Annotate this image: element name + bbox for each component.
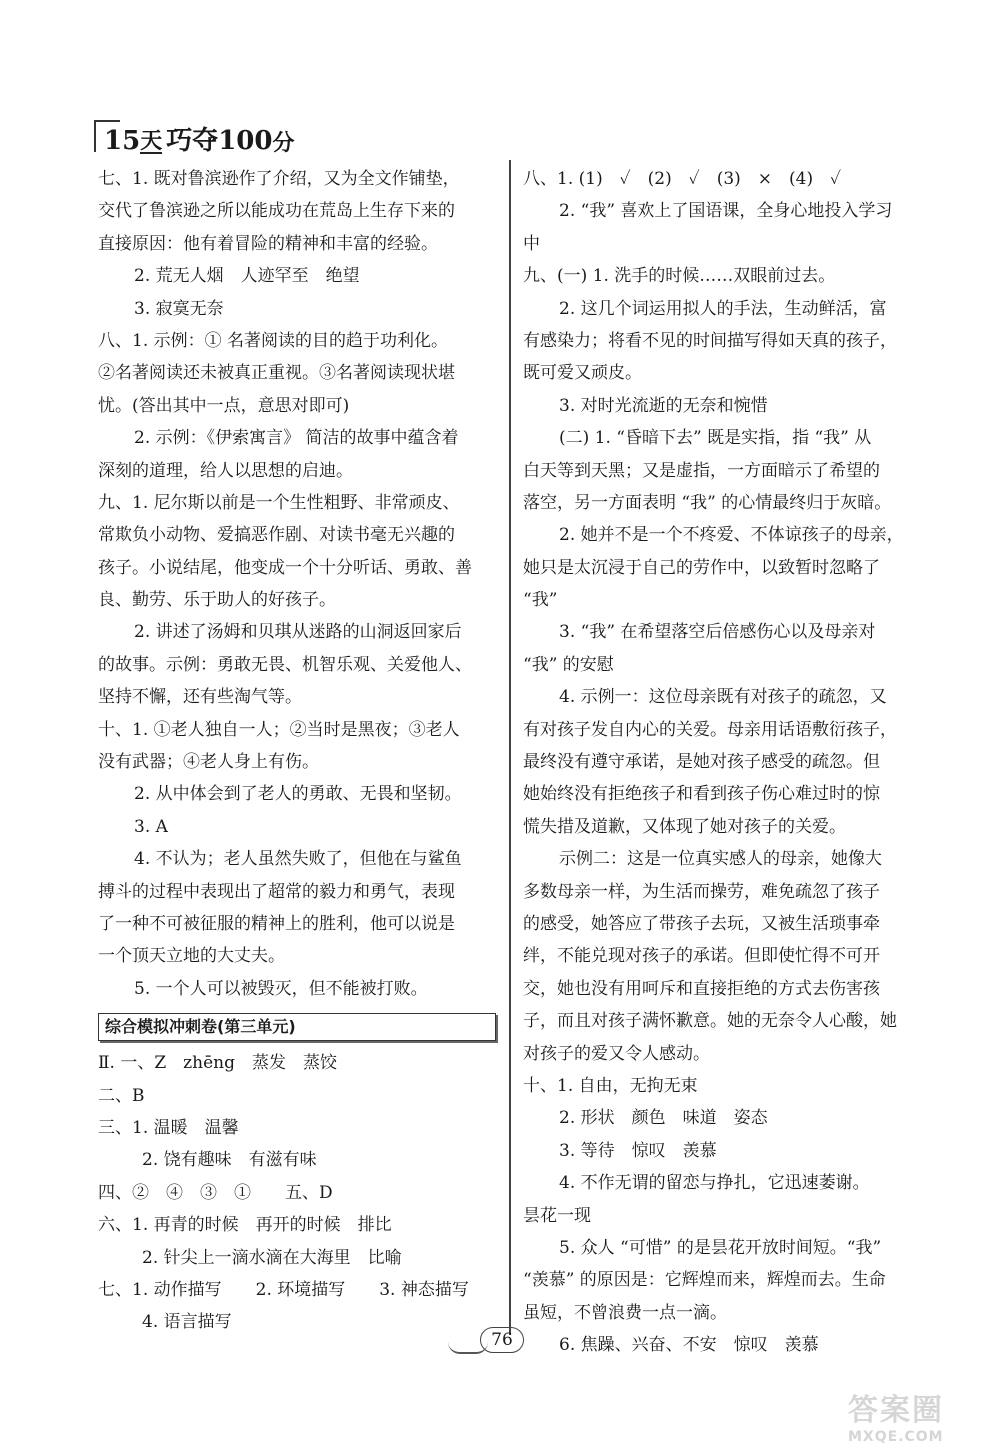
brand-logo [96, 118, 295, 154]
right-answers [523, 163, 927, 1361]
answer-line: “羡慕” 的原因是：它辉煌而来，辉煌而去。生命 [523, 1270, 886, 1291]
answer-line: 她始终没有拒绝孩子和看到孩子伤心难过时的惊 [523, 784, 880, 805]
page-swash [448, 1342, 488, 1354]
brand-score: 100 [218, 126, 273, 156]
answer-line: 九、(一) 1. 洗手的时候……双眼前过去。 [523, 266, 836, 287]
answer-line: 对孩子的爱又令人感动。 [523, 1043, 710, 1064]
answer-line: 八、1. 示例：① 名著阅读的目的趋于功利化。 [98, 330, 449, 351]
left-column [98, 163, 500, 1339]
left-answers-b [98, 1047, 500, 1339]
answer-line: 昙花一现 [523, 1205, 591, 1226]
answer-line: ②名著阅读还未被真正重视。③名著阅读现状堪 [98, 363, 455, 384]
answer-line: 的感受，她答应了带孩子去玩，又被生活琐事牵 [523, 913, 880, 934]
answer-line: 搏斗的过程中表现出了超常的毅力和勇气，表现 [98, 881, 455, 902]
answer-line: 的故事。示例：勇敢无畏、机智乐观、关爱他人、 [98, 654, 472, 675]
answer-line: 七、1. 既对鲁滨逊作了介绍，又为全文作铺垫， [98, 169, 460, 189]
watermark-url: MXQE.COM [848, 1429, 944, 1445]
answer-line: 十、1. 自由，无拘无束 [523, 1075, 698, 1096]
answer-line: “我” [523, 590, 558, 611]
answer-line: 2. 讲述了汤姆和贝琪从迷路的山洞返回家后 [134, 622, 462, 643]
answer-line: 一个顶天立地的大丈夫。 [98, 946, 285, 967]
answer-line: 六、1. 再青的时候 再开的时候 排比 [98, 1215, 392, 1236]
brand-corner [94, 120, 120, 152]
answer-line: 十、1. ①老人独自一人；②当时是黑夜；③老人 [98, 719, 460, 740]
brand-text: 巧夺 [166, 126, 219, 156]
answer-line: 2. 她并不是一个不疼爱、不体谅孩子的母亲， [559, 525, 904, 546]
answer-line: 5. 众人 “可惜” 的是昙花开放时间短。“我” [559, 1237, 882, 1258]
answer-line: 2. 形状 颜色 味道 姿态 [559, 1108, 768, 1129]
brand-fen: 分 [272, 130, 295, 156]
answer-line: 七、1. 动作描写 2. 环境描写 3. 神态描写 [98, 1279, 469, 1300]
answer-line: “我” 的安慰 [523, 654, 614, 675]
answer-line: 4. 不认为；老人虽然失败了，但他在与鲨鱼 [134, 849, 462, 870]
answer-line: 良、勤劳、乐于助人的好孩子。 [98, 590, 336, 611]
answer-line: 4. 不作无谓的留恋与挣扎，它迅速萎谢。 [559, 1173, 870, 1194]
answer-line: 四、② ④ ③ ① 五、D [98, 1182, 333, 1203]
right-column [523, 163, 927, 1361]
brand-number: 15 [104, 126, 141, 156]
answer-line: 3. 对时光流逝的无奈和惋惜 [559, 395, 768, 416]
answer-line: 中 [523, 233, 540, 254]
left-answers-a [98, 163, 500, 1005]
answer-line: 慌失措及道歉，又体现了她对孩子的关爱。 [523, 816, 846, 837]
answer-line: Ⅱ. 一、Z zhēng 蒸发 蒸饺 [98, 1053, 337, 1074]
watermark-logo [848, 1385, 993, 1445]
answer-line: 2. 荒无人烟 人迹罕至 绝望 [134, 266, 360, 287]
answer-line: 3. A [134, 816, 168, 837]
answer-line: 坚持不懈，还有些淘气等。 [98, 687, 302, 708]
answer-line: 4. 示例一：这位母亲既有对孩子的疏忽，又 [559, 687, 887, 708]
page-number-text: 76 [480, 1327, 524, 1353]
answer-line: 3. “我” 在希望落空后倍感伤心以及母亲对 [559, 622, 876, 643]
answer-line: 6. 焦躁、兴奋、不安 惊叹 羡慕 [559, 1335, 819, 1356]
answer-line: 二、B [98, 1085, 145, 1106]
answer-line: 既可爱又顽皮。 [523, 363, 642, 384]
answer-line: 她只是太沉浸于自己的劳作中，以致暂时忽略了 [523, 557, 880, 578]
section-title: 综合模拟冲刺卷(第三单元) [98, 1013, 496, 1041]
answer-line: 2. 示例：《伊索寓言》 简洁的故事中蕴含着 [134, 428, 459, 449]
answer-line: 孩子。小说结尾，他变成一个十分听话、勇敢、善 [98, 557, 472, 578]
answer-line: 最终没有遵守承诺，是她对孩子感受的疏忽。但 [523, 752, 880, 773]
answer-line: 交，她也没有用呵斥和直接拒绝的方式去伤害孩 [523, 978, 880, 999]
answer-line: 有对孩子发自内心的关爱。母亲用话语敷衍孩子， [523, 719, 897, 740]
answer-line: 了一种不可被征服的精神上的胜利，他可以说是 [98, 913, 455, 934]
answer-line: 5. 一个人可以被毁灭，但不能被打败。 [134, 978, 428, 999]
answer-line: 绊，不能兑现对孩子的承诺。但即使忙得不可开 [523, 946, 880, 967]
answer-line: 4. 语言描写 [142, 1312, 232, 1333]
answer-line: 子，而且对孩子满怀歉意。她的无奈令人心酸，她 [523, 1011, 897, 1032]
answer-line: 2. 从中体会到了老人的勇敢、无畏和坚韧。 [134, 784, 462, 805]
answer-line: 3. 等待 惊叹 羡慕 [559, 1140, 717, 1161]
page-number [462, 1322, 542, 1358]
answer-line: 白天等到天黑；又是虚指，一方面暗示了希望的 [523, 460, 880, 481]
answer-line: 落空，另一方面表明 “我” 的心情最终归于灰暗。 [523, 492, 892, 513]
watermark-text: 答案圈 [848, 1393, 944, 1428]
answer-line: 2. 饶有趣味 有滋有味 [142, 1150, 317, 1171]
answer-line: 有感染力；将看不见的时间描写得如天真的孩子， [523, 330, 897, 351]
answer-line: 2. 针尖上一滴水滴在大海里 比喻 [142, 1247, 402, 1268]
answer-line: 没有武器；④老人身上有伤。 [98, 752, 319, 773]
answer-line: (二) 1. “昏暗下去” 既是实指，指 “我” 从 [559, 428, 872, 449]
answer-line: 直接原因：他有着冒险的精神和丰富的经验。 [98, 233, 438, 254]
brand-day: 天 [140, 128, 163, 154]
answer-line: 三、1. 温暖 温馨 [98, 1117, 239, 1138]
answer-line: 多数母亲一样，为生活而操劳，难免疏忽了孩子 [523, 881, 880, 902]
answer-line: 深刻的道理，给人以思想的启迪。 [98, 460, 353, 481]
answer-line: 2. “我” 喜欢上了国语课，全身心地投入学习 [559, 201, 893, 222]
answer-line: 交代了鲁滨逊之所以能成功在荒岛上生存下来的 [98, 201, 455, 222]
answer-line: 虽短，不曾浪费一点一滴。 [523, 1302, 727, 1323]
answer-line: 九、1. 尼尔斯以前是一个生性粗野、非常顽皮、 [98, 492, 460, 513]
column-divider [509, 160, 511, 1335]
answer-line: 3. 寂寞无奈 [134, 298, 224, 319]
answer-line: 2. 这几个词运用拟人的手法，生动鲜活，富 [559, 298, 887, 319]
answer-line: 忧。(答出其中一点，意思对即可) [98, 395, 350, 416]
answer-line: 八、1. (1) ✓ (2) ✓ (3) × (4) ✓ [523, 169, 842, 189]
answer-line: 示例二：这是一位真实感人的母亲，她像大 [559, 849, 882, 870]
answer-line: 常欺负小动物、爱搞恶作剧、对读书毫无兴趣的 [98, 525, 455, 546]
